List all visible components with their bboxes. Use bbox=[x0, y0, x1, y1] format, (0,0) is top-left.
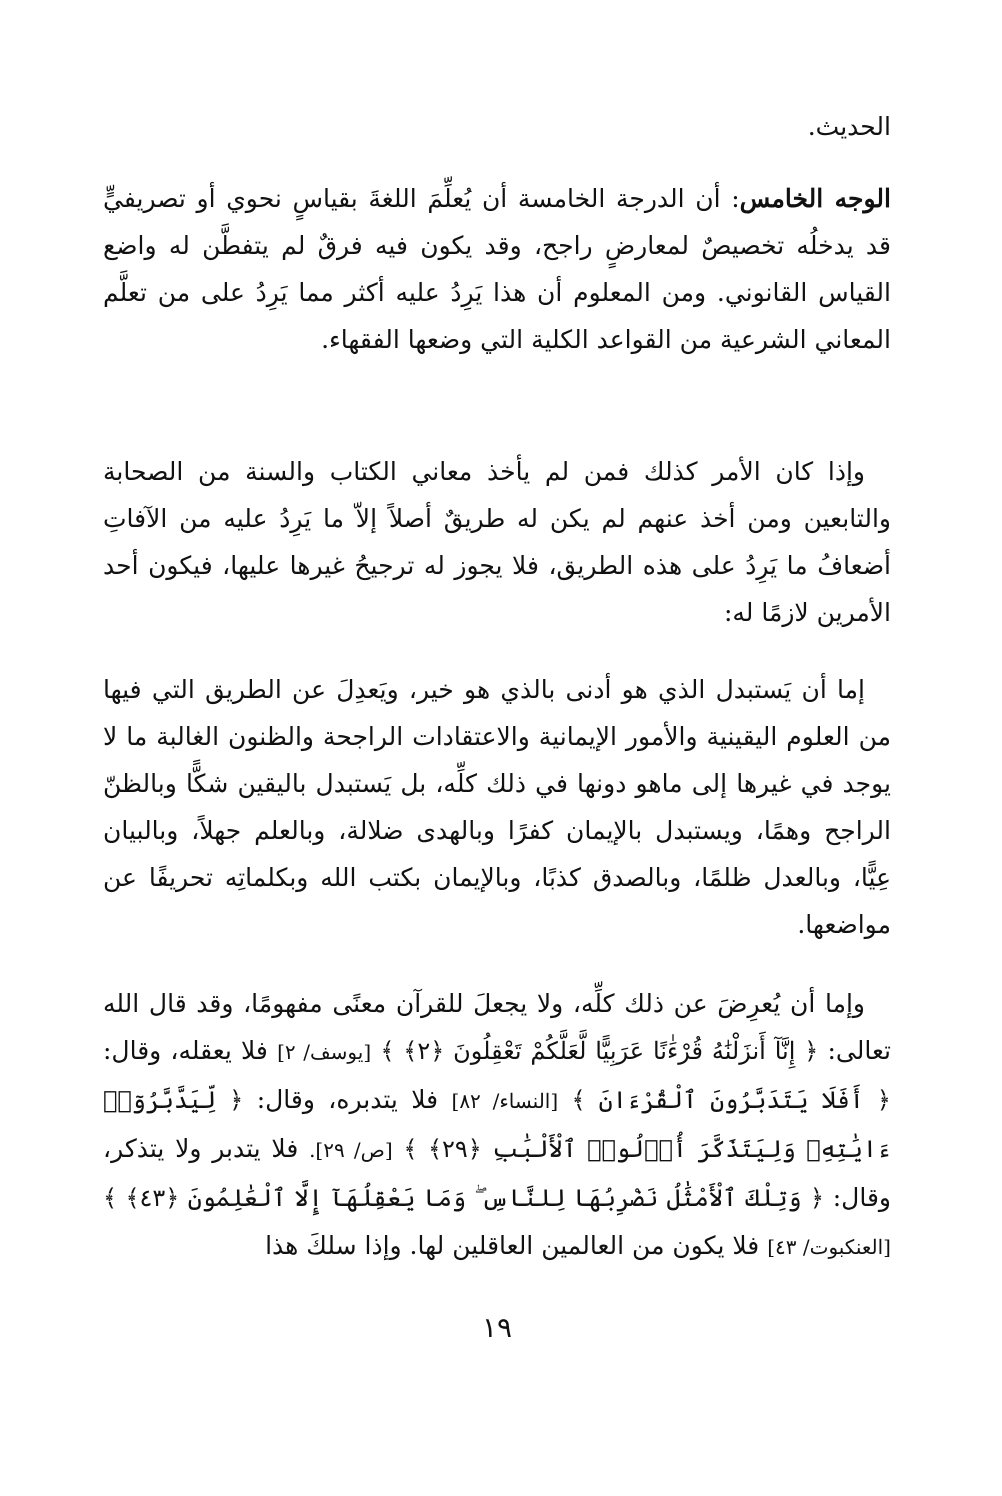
paragraph-fourth bbox=[103, 980, 891, 1271]
document-page bbox=[103, 0, 891, 1496]
verse-reference-ankabut: [العنكبوت/ ٤٣] bbox=[767, 1235, 891, 1259]
quran-verse-yusuf: ﴿ إِنَّآ أَنزَلْنَٰهُ قُرْءَٰنًا عَرَبِيًّا لَّعَلَّكُمْ تَعْقِلُونَ ﴿٢﴾ ﴾ bbox=[380, 1037, 819, 1065]
quran-verse-ankabut: ﴿ وَتِلْكَ ٱلْأَمْثَٰلُ نَضْرِبُهَا لِلنَّاسِ ۖ وَمَا يَعْقِلُهَآ إِلَّا ٱلْعَٰلِمُونَ ﴿٤٣﴾ ﴾ bbox=[103, 1184, 825, 1212]
paragraph-second: وإذا كان الأمر كذلك فمن لم يأخذ معاني الكتاب والسنة من الصحابة والتابعين ومن أخذ عنهم لم يكن له طريقٌ أصلاً إلاّ ما يَرِدُ عليه من الآفاتِ أضعافُ ما يَرِدُ على هذه الطريق، فلا يجوز له ترجيحُ غيرها عليها، فيكون أحد الأمرين لازمًا له: bbox=[103, 457, 891, 627]
verse-reference-sad: [ص/ ٢٩]. bbox=[309, 1138, 393, 1162]
text-segment: فلا يعقله، وقال: bbox=[103, 1036, 268, 1065]
text-segment: وإما أن يُعرِضَ عن ذلك كلِّه، ولا يجعلَ للقرآن معنًى مفهومًا، وقد قال الله تعالى: bbox=[103, 989, 891, 1065]
paragraph-third: إما أن يَستبدل الذي هو أدنى بالذي هو خير، ويَعدِلَ عن الطريق التي فيها من العلوم اليقينية والأمور الإيمانية والاعتقادات الراجحة والظنون الغالبة ما لا يوجد في غيرها إلى ماهو دونها في ذلك كلِّه، بل يَستبدل باليقين شكًّا وبالظنّ الراجح وهمًا، ويستبدل بالإيمان كفرًا وبالهدى ضلالة، وبالعلم جهلاً، وبالبيان عِيًّا، وبالعدل ظلمًا، وبالصدق كذبًا، وبالإيمان بكتب الله وبكلماتِه تحريفًا عن مواضعها. bbox=[103, 675, 891, 939]
quran-verse-sad: ﴿ لِّيَدَّبَّرُوٓا۟ ءَايَٰتِهِۦ وَلِيَتَذَكَّرَ أُو۟لُوا۟ ٱلْأَلْبَٰبِ ﴿٢٩﴾ ﴾ bbox=[103, 1086, 892, 1163]
verse-reference-yusuf: [يوسف/ ٢] bbox=[277, 1040, 372, 1064]
verse-reference-nisa: [النساء/ ٨٢] bbox=[451, 1089, 559, 1113]
text-segment: فلا يكون من العالمين العاقلين لها. وإذا سلكَ هذا bbox=[265, 1231, 760, 1260]
paragraph-fifth-aspect bbox=[103, 175, 891, 363]
text-segment: فلا يتدبره، وقال: bbox=[256, 1085, 439, 1114]
quran-verse-nisa: ﴿ أَفَلَا يَتَدَبَّرُونَ ٱلْقُرْءَانَ ﴾ bbox=[571, 1086, 891, 1114]
page-number: ١٩ bbox=[481, 1311, 513, 1344]
text-segment: فلا يتدبر ولا يتذكر، وقال: bbox=[103, 1134, 891, 1212]
lead-text: الحديث. bbox=[807, 112, 891, 141]
paragraph-body: : أن الدرجة الخامسة أن يُعلِّمَ اللغةَ بقياسٍ نحوي أو تصريفيٍّ قد يدخلُه تخصيصٌ لمعارضٍ راجح، وقد يكون فيه فرقٌ لم يتفطَّن له واضع القياس القانوني. ومن المعلوم أن هذا يَرِدُ عليه أكثر مما يَرِدُ على من تعلَّم المعاني الشرعية من القواعد الكلية التي وضعها الفقهاء. bbox=[103, 184, 891, 354]
paragraph-heading: الوجه الخامس bbox=[739, 184, 891, 213]
